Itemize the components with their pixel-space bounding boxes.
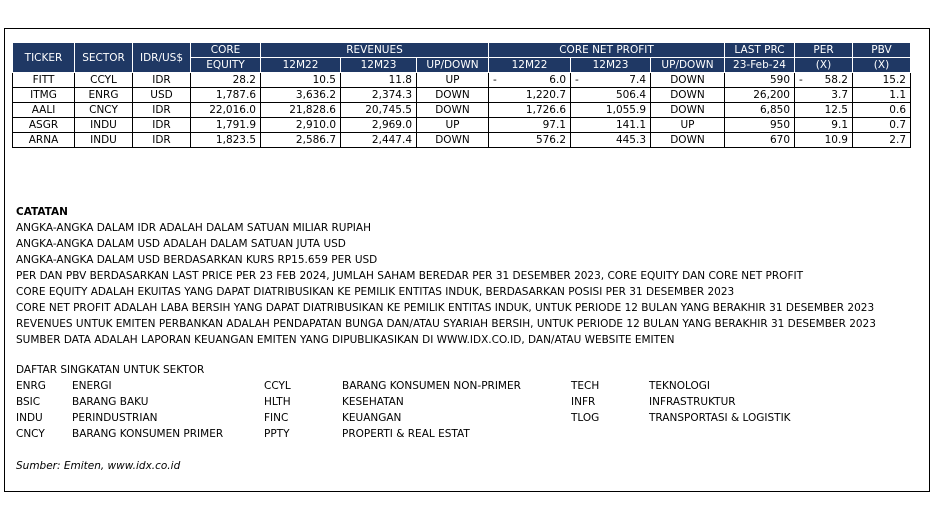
cnp-12m22-cell bbox=[489, 118, 571, 133]
cnp-12m22-cell bbox=[489, 103, 571, 118]
sector-name: ENERGI bbox=[72, 380, 112, 392]
ticker-cell: ASGR bbox=[13, 118, 75, 133]
sector-code: CNCY bbox=[16, 428, 45, 440]
notes-section bbox=[16, 204, 876, 348]
sector-name: BARANG KONSUMEN NON-PRIMER bbox=[342, 380, 521, 392]
note-line: SUMBER DATA ADALAH LAPORAN KEUANGAN EMITEN YANG DIPUBLIKASIKAN DI WWW.IDX.CO.ID, DAN/ATAU WEBSITE EMITEN bbox=[16, 334, 675, 346]
note-line: CORE EQUITY ADALAH EKUITAS YANG DAPAT DIATRIBUSIKAN KE PEMILIK ENTITAS INDUK, BERDASARKAN POSISI PER 31 DESEMBER 2023 bbox=[16, 286, 735, 298]
cnp-12m22-cell bbox=[489, 73, 571, 88]
header-last-price: LAST PRC bbox=[725, 43, 795, 58]
sector-name: KESEHATAN bbox=[342, 396, 404, 408]
revenue-updown-cell: UP bbox=[417, 73, 489, 88]
sector-code: INFR bbox=[571, 396, 596, 408]
sector-cell: ENRG bbox=[75, 88, 133, 103]
sector-name: INFRASTRUKTUR bbox=[649, 396, 736, 408]
notes-title: CATATAN bbox=[16, 206, 68, 218]
revenue-12m22-cell: 2,586.7 bbox=[261, 133, 341, 148]
note-line: PER DAN PBV BERDASARKAN LAST PRICE PER 23 FEB 2024, JUMLAH SAHAM BEREDAR PER 31 DESEMBER 2023, CORE EQUITY DAN CORE NET PROFIT bbox=[16, 270, 803, 282]
cnp-updown-cell: DOWN bbox=[651, 103, 725, 118]
header-pbv: PBV bbox=[853, 43, 911, 58]
sector-cell: CNCY bbox=[75, 103, 133, 118]
table-row bbox=[13, 118, 911, 133]
table-row bbox=[13, 103, 911, 118]
cnp-updown-cell: DOWN bbox=[651, 88, 725, 103]
sector-code: TLOG bbox=[571, 412, 600, 424]
cnp-12m23: 141.1 bbox=[615, 119, 646, 131]
header-ticker: TICKER bbox=[13, 43, 75, 73]
header-core: CORE bbox=[191, 43, 261, 58]
header-equity: EQUITY bbox=[191, 58, 261, 73]
cnp-12m23-cell bbox=[571, 103, 651, 118]
sector-name: TEKNOLOGI bbox=[649, 380, 711, 392]
table-row bbox=[13, 88, 911, 103]
negative-sign: - bbox=[799, 74, 803, 86]
last-price-cell: 26,200 bbox=[725, 88, 795, 103]
per-value-cell bbox=[795, 133, 853, 148]
note-line: ANGKA-ANGKA DALAM USD BERDASARKAN KURS RP15.659 PER USD bbox=[16, 254, 378, 266]
sector-code: BSIC bbox=[16, 396, 41, 408]
pbv-value-cell: 15.2 bbox=[853, 73, 911, 88]
sector-cell: INDU bbox=[75, 133, 133, 148]
table-row bbox=[13, 133, 911, 148]
per-value: 58.2 bbox=[824, 74, 848, 86]
per-value-cell bbox=[795, 118, 853, 133]
revenue-12m22-cell: 10.5 bbox=[261, 73, 341, 88]
per-value: 10.9 bbox=[824, 134, 848, 146]
cnp-updown-cell: UP bbox=[651, 118, 725, 133]
cnp-12m23-cell bbox=[571, 118, 651, 133]
source-note: Sumber: Emiten, www.idx.co.id bbox=[16, 460, 181, 472]
sector-name: PERINDUSTRIAN bbox=[72, 412, 158, 424]
cnp-12m23: 506.4 bbox=[615, 89, 646, 101]
pbv-value-cell: 0.6 bbox=[853, 103, 911, 118]
revenue-12m23-cell: 2,374.3 bbox=[341, 88, 417, 103]
revenue-updown-cell: UP bbox=[417, 118, 489, 133]
header-price-date: 23-Feb-24 bbox=[725, 58, 795, 73]
sector-name: PROPERTI & REAL ESTAT bbox=[342, 428, 470, 440]
revenue-12m22-cell: 3,636.2 bbox=[261, 88, 341, 103]
revenue-12m23-cell: 20,745.5 bbox=[341, 103, 417, 118]
financial-table bbox=[12, 42, 911, 148]
header-rev-12m22: 12M22 bbox=[261, 58, 341, 73]
ticker-cell: AALI bbox=[13, 103, 75, 118]
cnp-12m22-cell bbox=[489, 133, 571, 148]
sector-code: ENRG bbox=[16, 380, 46, 392]
cnp-12m22: 1,726.6 bbox=[525, 104, 566, 116]
revenue-12m23-cell: 11.8 bbox=[341, 73, 417, 88]
sector-cell: INDU bbox=[75, 118, 133, 133]
header-cnp-12m23: 12M23 bbox=[571, 58, 651, 73]
sector-name: TRANSPORTASI & LOGISTIK bbox=[649, 412, 791, 424]
sector-cell: CCYL bbox=[75, 73, 133, 88]
per-value-cell bbox=[795, 88, 853, 103]
per-value-cell bbox=[795, 103, 853, 118]
currency-cell: IDR bbox=[133, 73, 191, 88]
cnp-12m23-cell bbox=[571, 88, 651, 103]
last-price-cell: 6,850 bbox=[725, 103, 795, 118]
header-core-net-profit: CORE NET PROFIT bbox=[489, 43, 725, 58]
header-cnp-updown: UP/DOWN bbox=[651, 58, 725, 73]
pbv-value-cell: 1.1 bbox=[853, 88, 911, 103]
sector-name: BARANG BAKU bbox=[72, 396, 149, 408]
sector-name: KEUANGAN bbox=[342, 412, 402, 424]
ticker-cell: ARNA bbox=[13, 133, 75, 148]
cnp-12m22-cell bbox=[489, 88, 571, 103]
per-value: 9.1 bbox=[831, 119, 848, 131]
sector-code: CCYL bbox=[264, 380, 291, 392]
header-rev-updown: UP/DOWN bbox=[417, 58, 489, 73]
core-equity-cell: 22,016.0 bbox=[191, 103, 261, 118]
per-value: 12.5 bbox=[824, 104, 848, 116]
header-revenues: REVENUES bbox=[261, 43, 489, 58]
currency-cell: IDR bbox=[133, 133, 191, 148]
header-pbv-unit: (X) bbox=[853, 58, 911, 73]
cnp-updown-cell: DOWN bbox=[651, 133, 725, 148]
note-line: REVENUES UNTUK EMITEN PERBANKAN ADALAH PENDAPATAN BUNGA DAN/ATAU SYARIAH BERSIH, UNTUK PERIODE 12 BULAN YANG BERAKHIR 31 DESEMBER 2023 bbox=[16, 318, 876, 330]
core-equity-cell: 1,791.9 bbox=[191, 118, 261, 133]
cnp-12m22: 6.0 bbox=[549, 74, 566, 86]
header-per-unit: (X) bbox=[795, 58, 853, 73]
per-value: 3.7 bbox=[831, 89, 848, 101]
header-cnp-12m22: 12M22 bbox=[489, 58, 571, 73]
cnp-12m23: 445.3 bbox=[615, 134, 646, 146]
revenue-updown-cell: DOWN bbox=[417, 133, 489, 148]
header-sector: SECTOR bbox=[75, 43, 133, 73]
sector-code: INDU bbox=[16, 412, 43, 424]
last-price-cell: 950 bbox=[725, 118, 795, 133]
ticker-cell: ITMG bbox=[13, 88, 75, 103]
header-rev-12m23: 12M23 bbox=[341, 58, 417, 73]
cnp-12m22: 97.1 bbox=[542, 119, 566, 131]
header-currency: IDR/US$ bbox=[133, 43, 191, 73]
currency-cell: IDR bbox=[133, 118, 191, 133]
cnp-12m22: 576.2 bbox=[535, 134, 566, 146]
negative-sign: - bbox=[575, 74, 579, 86]
revenue-updown-cell: DOWN bbox=[417, 103, 489, 118]
last-price-cell: 590 bbox=[725, 73, 795, 88]
pbv-value-cell: 2.7 bbox=[853, 133, 911, 148]
header-per: PER bbox=[795, 43, 853, 58]
cnp-12m23-cell bbox=[571, 73, 651, 88]
sector-name: BARANG KONSUMEN PRIMER bbox=[72, 428, 224, 440]
table-row bbox=[13, 73, 911, 88]
note-line: CORE NET PROFIT ADALAH LABA BERSIH YANG DAPAT DIATRIBUSIKAN KE PEMILIK ENTITAS INDUK, UNTUK PERIODE 12 BULAN YANG BERAKHIR 31 DESEMBER 2023 bbox=[16, 302, 875, 314]
core-equity-cell: 1,787.6 bbox=[191, 88, 261, 103]
abbreviations-title: DAFTAR SINGKATAN UNTUK SEKTOR bbox=[16, 364, 205, 376]
currency-cell: USD bbox=[133, 88, 191, 103]
ticker-cell: FITT bbox=[13, 73, 75, 88]
sector-code: TECH bbox=[571, 380, 600, 392]
revenue-updown-cell: DOWN bbox=[417, 88, 489, 103]
revenue-12m22-cell: 21,828.6 bbox=[261, 103, 341, 118]
sector-code: HLTH bbox=[264, 396, 291, 408]
sector-code: PPTY bbox=[264, 428, 290, 440]
sector-code: FINC bbox=[264, 412, 289, 424]
revenue-12m23-cell: 2,969.0 bbox=[341, 118, 417, 133]
core-equity-cell: 1,823.5 bbox=[191, 133, 261, 148]
pbv-value-cell: 0.7 bbox=[853, 118, 911, 133]
cnp-12m23: 7.4 bbox=[629, 74, 646, 86]
per-value-cell bbox=[795, 73, 853, 88]
negative-sign: - bbox=[493, 74, 497, 86]
revenue-12m23-cell: 2,447.4 bbox=[341, 133, 417, 148]
note-line: ANGKA-ANGKA DALAM IDR ADALAH DALAM SATUAN MILIAR RUPIAH bbox=[16, 222, 371, 234]
cnp-updown-cell: DOWN bbox=[651, 73, 725, 88]
currency-cell: IDR bbox=[133, 103, 191, 118]
cnp-12m23: 1,055.9 bbox=[605, 104, 646, 116]
cnp-12m22: 1,220.7 bbox=[525, 89, 566, 101]
last-price-cell: 670 bbox=[725, 133, 795, 148]
note-line: ANGKA-ANGKA DALAM USD ADALAH DALAM SATUAN JUTA USD bbox=[16, 238, 346, 250]
core-equity-cell: 28.2 bbox=[191, 73, 261, 88]
cnp-12m23-cell bbox=[571, 133, 651, 148]
revenue-12m22-cell: 2,910.0 bbox=[261, 118, 341, 133]
